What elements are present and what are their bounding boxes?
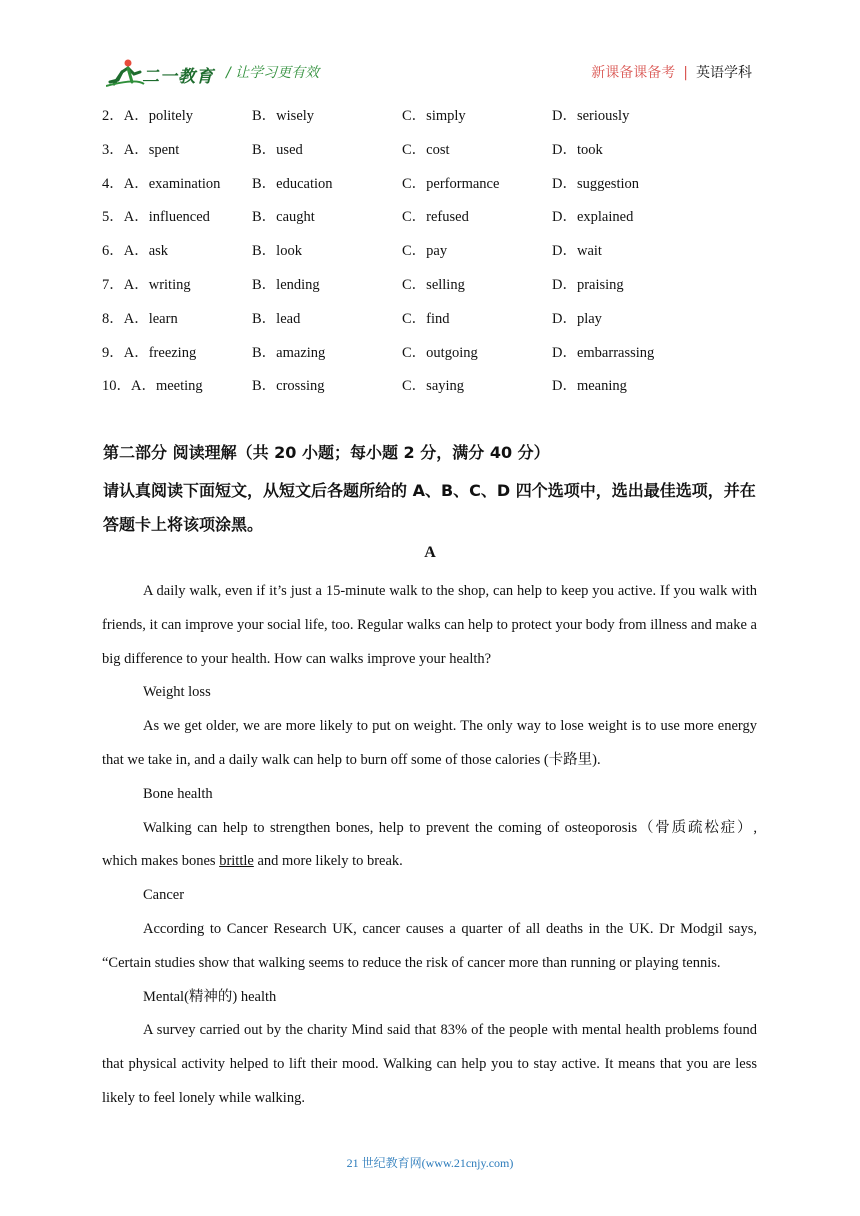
option-a: A．meeting (131, 378, 203, 395)
section-title: 第二部分 阅读理解（共 20 小题；每小题 2 分，满分 40 分） (103, 443, 550, 462)
paragraph: As we get older, we are more likely to put on weight. The only way to lose weight is to use more energy that we take in, and a daily walk can help to burn off some of those calories (卡路里). (102, 718, 757, 768)
option-row (102, 104, 762, 138)
option-d: D．took (552, 141, 603, 158)
option-a: A．politely (123, 108, 194, 124)
paragraph-text: and more likely to break. (253, 853, 403, 870)
subheading: Cancer (143, 887, 185, 904)
option-b: B．look (252, 243, 302, 260)
option-d: D．praising (552, 276, 624, 293)
option-c: C．outgoing (402, 344, 478, 361)
paragraph: A daily walk, even if it’s just a 15-minute walk to the shop, can help to keep you active. If you walk with friends, it can improve your social life, too. Regular walks can help to protect your body from illness and make a big difference to your health. How can walks improve your health? (102, 583, 757, 667)
option-a: A．influenced (123, 209, 210, 226)
option-c: C．refused (402, 209, 469, 226)
option-d: D．wait (552, 243, 602, 260)
logo-text: 二一教育 (142, 67, 214, 87)
question-number: 10． (102, 378, 131, 395)
option-b: B．used (252, 141, 303, 158)
section-instruction: 请认真阅读下面短文，从短文后各题所给的 A、B、C、D 四个选项中，选出最佳选项，并在答题卡上将该项涂黑。 (103, 481, 756, 534)
header-right (591, 62, 752, 82)
option-a: A．spent (123, 141, 180, 158)
option-c: C．cost (402, 141, 450, 158)
question-number: 5． (102, 209, 124, 226)
option-c: C．pay (402, 243, 448, 260)
underlined-word: brittle (219, 853, 254, 870)
question-number: 2． (102, 108, 124, 124)
question-number: 4． (102, 175, 124, 192)
option-row (102, 341, 762, 375)
option-row (102, 307, 762, 341)
option-c: C．performance (402, 175, 500, 192)
option-a: A．ask (123, 243, 169, 260)
option-row (102, 172, 762, 206)
option-d: D．suggestion (552, 175, 639, 192)
option-b: B．amazing (252, 344, 326, 361)
header-subject: 英语学科 (696, 65, 752, 81)
paragraph: According to Cancer Research UK, cancer causes a quarter of all deaths in the UK. Dr Modgil says, “Certain studies show that walking seems to reduce the risk of cancer more than running or playing tennis. (102, 920, 757, 971)
page-footer: 21 世纪教育网(www.21cnjy.com) (346, 1156, 514, 1170)
option-row (102, 273, 762, 307)
slogan: / 让学习更有效 (226, 65, 320, 81)
option-row (102, 205, 762, 239)
option-c: C．saying (402, 378, 465, 395)
option-b: B．lead (252, 310, 301, 327)
option-list (102, 104, 762, 408)
paragraph-text: Walking can help to strengthen bones, help to prevent the coming of osteoporosis（骨质疏松症）, which makes bones (102, 819, 757, 870)
option-c: C．selling (402, 276, 465, 293)
question-number: 7． (102, 276, 124, 293)
question-number: 3． (102, 141, 124, 158)
subheading: Bone health (143, 785, 213, 802)
option-d: D．explained (552, 209, 634, 226)
subheading: Weight loss (143, 684, 211, 701)
subheading: Mental(精神的) health (143, 988, 277, 1005)
option-d: D．play (552, 310, 602, 327)
option-row (102, 138, 762, 172)
paragraph: A survey carried out by the charity Mind said that 83% of the people with mental health problems found that physical activity helped to lift their mood. Walking can help you to stay active. It means that you are less likely to feel lonely while walking. (102, 1022, 757, 1106)
passage-body (102, 575, 757, 1116)
option-c: C．find (402, 310, 450, 327)
passage-label: A (424, 544, 436, 561)
option-row (102, 239, 762, 273)
option-b: B．education (252, 175, 333, 192)
option-b: B．crossing (252, 378, 325, 395)
page-header (0, 0, 860, 100)
option-a: A．freezing (123, 344, 197, 361)
header-separator: | (683, 65, 688, 81)
option-b: B．lending (252, 276, 320, 293)
option-a: A．examination (123, 175, 221, 192)
option-c: C．simply (402, 108, 466, 124)
option-d: D．seriously (552, 108, 630, 124)
option-d: D．meaning (552, 378, 627, 395)
option-a: A．learn (123, 310, 178, 327)
question-number: 8． (102, 310, 124, 327)
header-category: 新课备课备考 (591, 65, 676, 81)
option-b: B．wisely (252, 108, 315, 124)
option-b: B．caught (252, 209, 315, 226)
option-row (102, 374, 762, 408)
question-number: 9． (102, 344, 124, 361)
option-a: A．writing (123, 276, 191, 293)
question-number: 6． (102, 243, 124, 260)
option-d: D．embarrassing (552, 344, 655, 361)
paragraph (102, 812, 757, 880)
